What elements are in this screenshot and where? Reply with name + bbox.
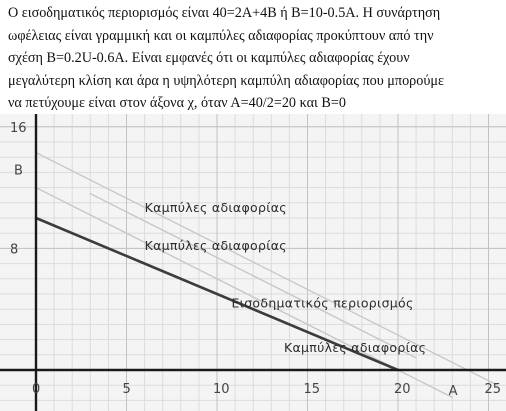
series-label-2: Καμπύλες αδιαφορίας <box>144 237 287 253</box>
x-tick-label: 20 <box>394 382 411 397</box>
x-tick-label: 10 <box>213 382 230 397</box>
paragraph-line-4: μεγαλύτερη κλίση και άρα η υψηλότερη καμπύλη αδιαφορίας που μπορούμε <box>8 72 444 89</box>
explanation-paragraph <box>8 2 502 115</box>
x-tick-label: 0 <box>32 382 41 397</box>
x-tick-label: 15 <box>303 382 321 397</box>
paragraph-line-2: ωφέλειας είναι γραμμική και οι καμπύλες αδιαφορίας προκύπτουν από την <box>8 27 434 44</box>
x-axis-label: A <box>448 384 458 399</box>
y-tick-label: 8 <box>10 242 19 258</box>
paragraph-line-1: Ο εισοδηματικός περιορισμός είναι 40=2Α+4Β ή Β=10-0.5Α. Η συνάρτηση <box>8 5 441 21</box>
series-label-3: Εισοδηματικός περιορισμός <box>231 295 414 311</box>
x-tick-label: 25 <box>484 382 502 397</box>
series-label-1: Καμπύλες αδιαφορίας <box>144 199 287 215</box>
y-tick-label: 16 <box>10 120 27 136</box>
y-axis-label: B <box>14 163 23 179</box>
paragraph-line-3: σχέση Β=0.2U-0.6A. Είναι εμφανές ότι οι καμπύλες αδιαφορίας έχουν <box>8 50 410 67</box>
indifference-curves-chart <box>0 114 506 411</box>
series-label-4: Καμπύλες αδιαφορίας <box>283 339 427 355</box>
x-tick-label: 5 <box>122 382 131 397</box>
paragraph-line-5: να πετύχουμε είναι στον άξονα χ, όταν Α=40/2=20 και Β=0 <box>8 95 346 112</box>
